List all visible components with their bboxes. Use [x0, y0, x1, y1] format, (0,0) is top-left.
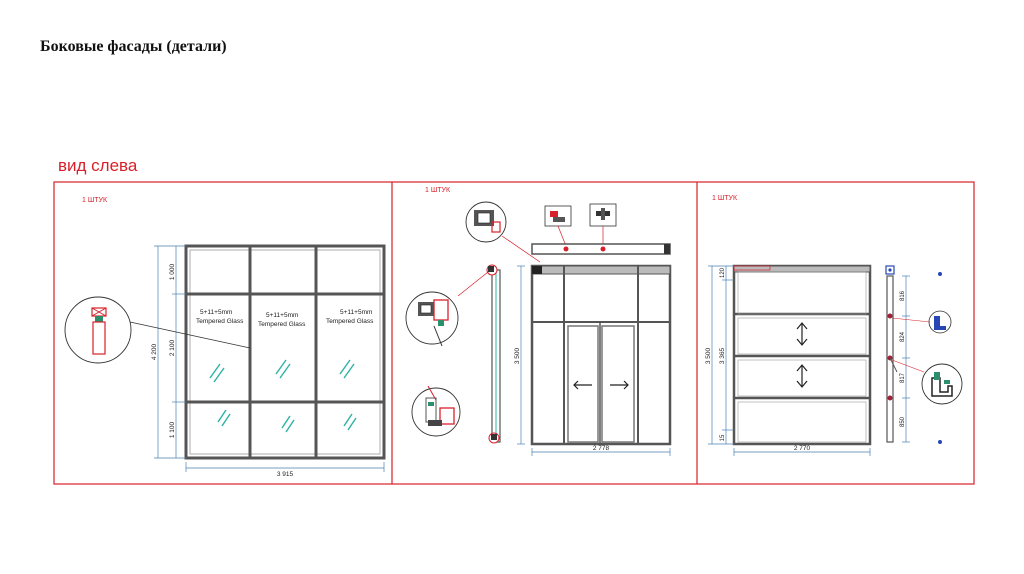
dim-v-2: 2 100 [169, 339, 176, 357]
panel-3-dim-width: 2 770 [793, 445, 811, 452]
panel-3-qty: 1 ШТУК [712, 195, 738, 202]
glass-spec-3a: 5+11+5mm [340, 309, 373, 316]
glass-spec-1a: 5+11+5mm [200, 309, 233, 316]
page-title: Боковые фасады (детали) [40, 38, 227, 55]
callout-side-upper [406, 292, 458, 344]
glass-spec-2b: Tempered Glass [258, 321, 306, 328]
facade-frame [186, 246, 384, 458]
door-frame [532, 266, 670, 444]
dim-v-3: 1 100 [169, 421, 176, 439]
side-dim-1: 816 [900, 290, 906, 302]
side-dim-2: 824 [900, 331, 906, 343]
dim-width: 3 915 [276, 471, 294, 478]
dim-total-height: 4 200 [151, 343, 158, 361]
panel-3-lift-facade [705, 195, 962, 456]
panel-1-glazed-facade [65, 197, 384, 478]
dim-v-1: 1 000 [169, 263, 176, 281]
glass-spec-1b: Tempered Glass [196, 318, 244, 325]
side-dim-3: 817 [900, 372, 906, 384]
detail-callout-lower [922, 364, 962, 404]
panel-2-dim-height: 3 500 [514, 347, 521, 365]
panel-3-dim-total: 3 500 [705, 347, 712, 365]
view-subtitle: вид слева [58, 156, 138, 175]
panel-3-dim-v-3: 15 [720, 434, 726, 442]
panel-2-door-facade [406, 187, 670, 456]
glass-spec-2a: 5+11+5mm [266, 312, 299, 319]
panel-2-qty: 1 ШТУК [425, 187, 451, 194]
panel-3-dim-v-2: 3 365 [719, 347, 726, 365]
panel-3-dim-v-1: 120 [720, 267, 726, 279]
glass-spec-3b: Tempered Glass [326, 318, 374, 325]
panel-2-dim-width: 2 778 [592, 445, 610, 452]
side-dim-4: 850 [900, 416, 906, 428]
detail-callout-circle [65, 297, 131, 363]
panel-1-qty: 1 ШТУК [82, 197, 108, 204]
